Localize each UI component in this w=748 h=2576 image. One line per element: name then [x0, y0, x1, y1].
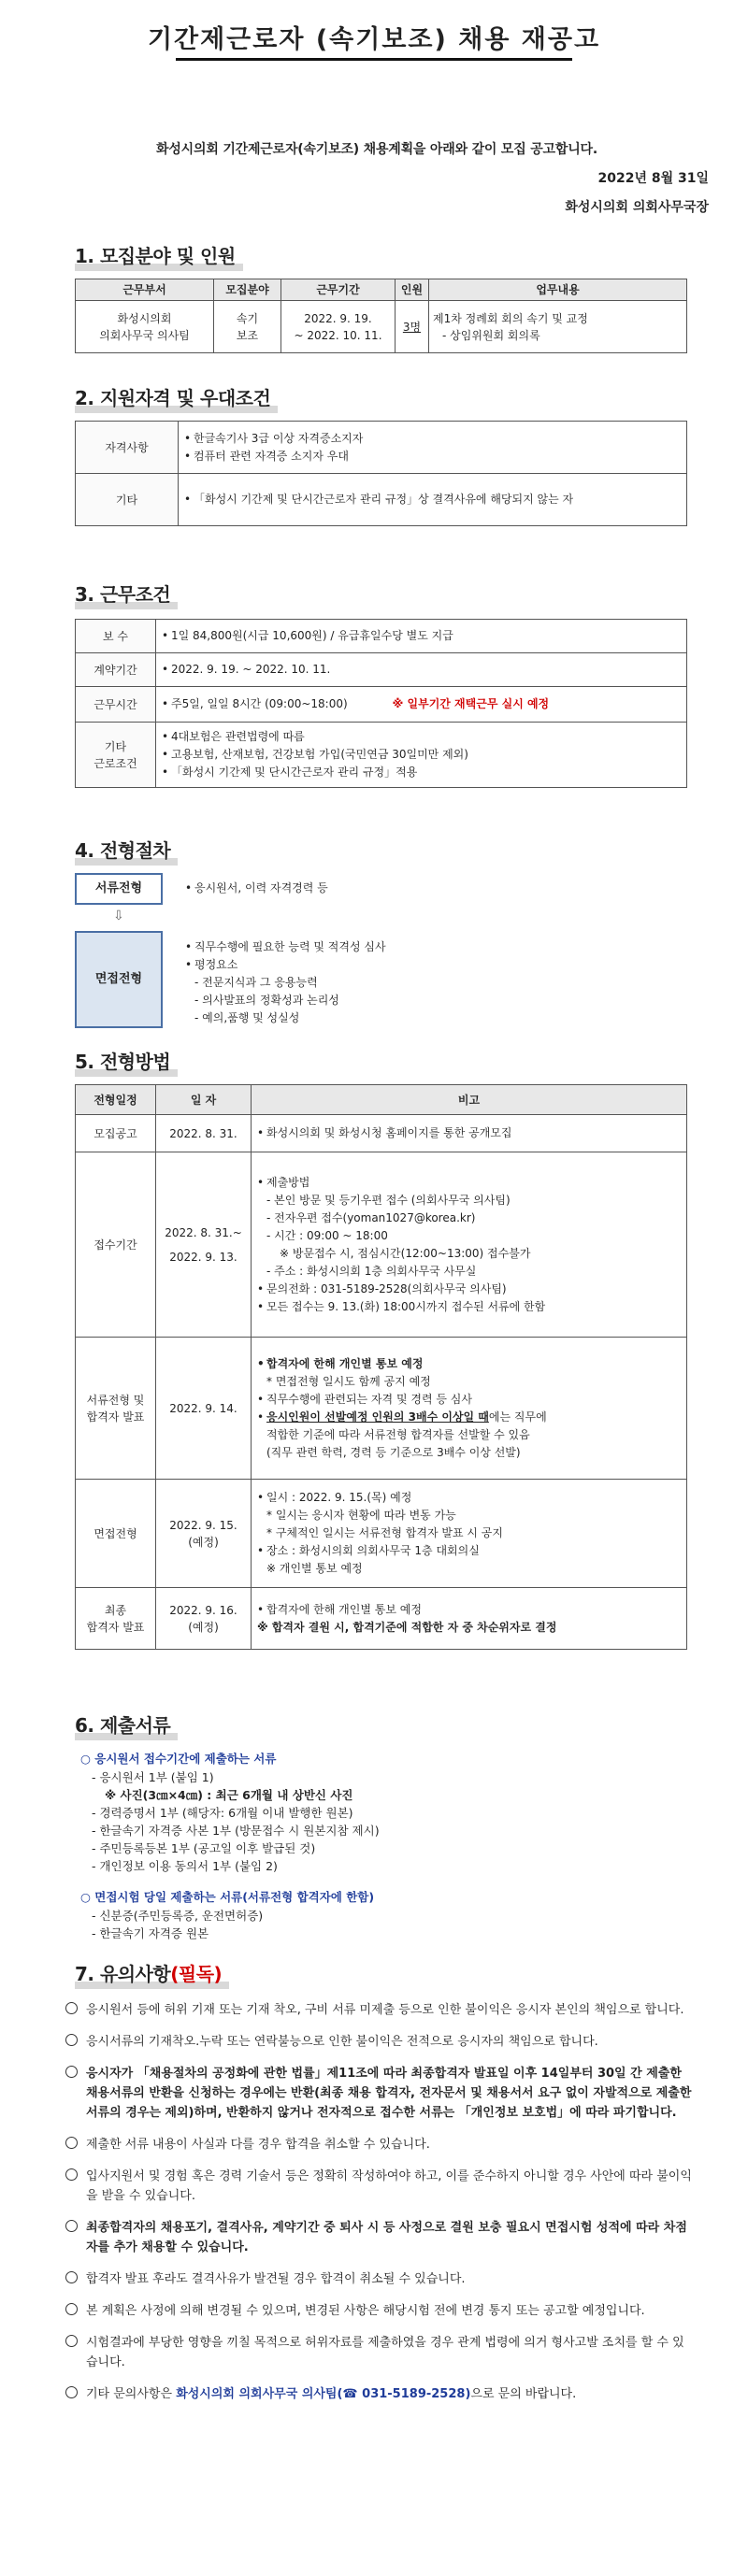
note-item: [65, 2269, 692, 2289]
doc-item: - 경력증명서 1부 (해당자: 6개월 이내 발행한 원본): [92, 1806, 353, 1820]
etc-item: • 「화성시 기간제 및 단시간근로자 관리 규정」상 결격사유에 해당되지 않는 자: [182, 491, 683, 508]
section-4-heading: 4. 전형절차: [75, 836, 170, 863]
circle-bullet-icon: [65, 2271, 78, 2283]
doc-group-title: ○ 면접시험 당일 제출하는 서류(서류전형 합격자에 한함): [80, 1890, 375, 1904]
note-item: • 일시 : 2022. 9. 15.(목) 예정: [255, 1489, 683, 1507]
date-line: (예정): [188, 1620, 219, 1634]
note-item: • 합격자에 한해 개인별 통보 예정: [255, 1355, 683, 1373]
title-underline: [176, 58, 572, 61]
note-sub: ※ 방문접수 시, 점심시간(12:00~13:00) 접수불가: [280, 1246, 531, 1260]
circle-bullet-icon: [65, 2386, 78, 2398]
note-item: [65, 2000, 692, 2020]
pay-text: • 1일 84,800원(시급 10,600원) / 유급휴일수당 별도 지급: [160, 627, 683, 645]
doc-item: - 한글속기 자격증 사본 1부 (방문접수 시 원본지참 제시): [92, 1824, 380, 1838]
note-item: • 제출방법: [255, 1174, 683, 1192]
doc-item: - 응시원서 1부 (붙임 1): [92, 1770, 214, 1784]
section-6-heading: 6. 제출서류: [75, 1710, 170, 1738]
header-count: 인원: [396, 279, 429, 301]
step2-sub: - 전문지식과 그 응용능력: [194, 976, 318, 989]
intro: [45, 136, 709, 222]
section-7-title: 7. 유의사항: [75, 1963, 171, 1985]
etc-cond-label: [76, 723, 156, 788]
header-field: 모집분야: [214, 279, 281, 301]
doc-item: ※ 사진(3㎝×4㎝) : 최근 6개월 내 상반신 사진: [105, 1788, 353, 1802]
qual-label: 자격사항: [76, 422, 179, 474]
circle-bullet-icon: [65, 2066, 78, 2078]
section-7-heading: [75, 1959, 222, 1986]
note-item: [65, 2032, 692, 2052]
row-date: [156, 1588, 252, 1650]
section-1-heading: 1. 모집분야 및 인원: [75, 241, 236, 268]
etc-label: 기타: [76, 474, 179, 526]
hours-cell: [156, 687, 687, 723]
circle-bullet-icon: [65, 2034, 78, 2046]
dept-line: 의회사무국 의사팀: [99, 328, 190, 342]
dept-cell: [76, 301, 214, 353]
row-note: [252, 1152, 687, 1338]
row-name: [76, 1588, 156, 1650]
header-date: 일 자: [156, 1085, 252, 1115]
step1-desc: [183, 880, 328, 897]
page-title: 기간제근로자 (속기보조) 채용 재공고: [147, 25, 601, 54]
intro-date: 2022년 8월 31일: [597, 171, 709, 186]
row-name: 접수기간: [76, 1152, 156, 1338]
name-line: 합격자 발표: [86, 1410, 145, 1424]
doc-item: - 신분증(주민등록증, 운전면허증): [92, 1909, 264, 1923]
qualification-table: [75, 421, 687, 526]
date-line: 2022. 9. 13.: [169, 1250, 237, 1264]
note-item: [65, 2064, 692, 2123]
row-note: [252, 1338, 687, 1480]
step1-desc-item: • 응시원서, 이력 자격경력 등: [183, 880, 328, 897]
period-line: ~ 2022. 10. 11.: [294, 328, 382, 342]
note-sub: 적합한 기준에 따라 서류전형 합격자를 선발할 수 있음: [266, 1427, 530, 1441]
contract-cell: [156, 653, 687, 687]
step2-desc: [183, 938, 386, 1027]
circle-bullet-icon: [65, 2303, 78, 2315]
date-line: 2022. 9. 16.: [169, 1603, 237, 1617]
note-text: 으로 문의 바랍니다.: [470, 2387, 577, 2401]
intro-text: 화성시의회 기간제근로자(속기보조) 채용계획을 아래와 같이 모집 공고합니다.: [156, 142, 597, 157]
note-item: [65, 2333, 692, 2372]
step2-desc-item: • 평정요소: [183, 956, 386, 974]
hours-item: [160, 695, 683, 713]
note-rest: 에는 직무에: [488, 1410, 547, 1424]
step2-desc-item: • 직무수행에 필요한 능력 및 적격성 심사: [183, 938, 386, 956]
etc-cond-item: • 고용보험, 산재보험, 건강보험 가입(국민연금 30일미만 제외): [160, 746, 683, 764]
pay-cell: [156, 620, 687, 653]
name-line: 최종: [104, 1603, 127, 1617]
etc-cond-label-line: 기타: [104, 739, 127, 753]
recruit-table: [75, 279, 687, 353]
contact-info: 화성시의회 의회사무국 의사팀(☎ 031-5189-2528): [176, 2387, 471, 2401]
row-date: [156, 1152, 252, 1338]
down-arrow-icon: ⇩: [113, 909, 124, 923]
section-3-heading: 3. 근무조건: [75, 580, 170, 607]
etc-cell: [179, 474, 687, 526]
note-text: 기타 문의사항은: [86, 2387, 173, 2401]
contract-text: • 2022. 9. 19. ~ 2022. 10. 11.: [160, 661, 683, 679]
note-bold: 응시인원이 선발예정 인원의 3배수 이상일 때: [266, 1410, 489, 1424]
section-2-heading: 2. 지원자격 및 우대조건: [75, 383, 270, 410]
note-item: [65, 2135, 692, 2154]
qual-item: • 컴퓨터 관련 자격증 소지자 우대: [182, 448, 683, 465]
pay-label: 보 수: [76, 620, 156, 653]
note-item: [65, 2167, 692, 2206]
note-item: [65, 2301, 692, 2321]
step2-sub: - 예의,품행 및 성실성: [194, 1011, 300, 1024]
circle-bullet-icon: [65, 2168, 78, 2181]
note-item: [65, 2384, 692, 2404]
header-duties: 업무내용: [429, 279, 687, 301]
header-schedule: 전형일정: [76, 1085, 156, 1115]
circle-bullet-icon: [65, 2335, 78, 2347]
circle-bullet-icon: [65, 2002, 78, 2014]
note-sub: (직무 관련 학력, 경력 등 기준으로 3배수 이상 선발): [266, 1445, 521, 1459]
note-item: • 문의전화 : 031-5189-2528(의회사무국 의사팀): [255, 1281, 683, 1298]
duty-line: - 상임위원회 회의록: [442, 328, 540, 342]
hours-label: 근무시간: [76, 687, 156, 723]
step-interview: 면접전형: [75, 931, 163, 1028]
row-date: 2022. 9. 14.: [156, 1338, 252, 1480]
date-line: 2022. 8. 31.~: [165, 1225, 242, 1239]
note-sub: * 구체적인 일시는 서류전형 합격자 발표 시 공지: [266, 1526, 503, 1539]
row-date: 2022. 8. 31.: [156, 1115, 252, 1152]
circle-bullet-icon: [65, 2137, 78, 2149]
duty-line: 제1차 정례회 회의 속기 및 교정: [433, 311, 588, 325]
note-item: • 화성시의회 및 화성시청 홈페이지를 통한 공개모집: [255, 1124, 683, 1142]
qual-cell: [179, 422, 687, 474]
section-5-heading: 5. 전형방법: [75, 1047, 170, 1074]
circle-bullet-icon: [65, 2220, 78, 2232]
note-sub: * 면접전형 일시도 함께 공지 예정: [266, 1374, 431, 1388]
etc-cond-item: • 4대보험은 관련법령에 따름: [160, 728, 683, 746]
note-text: 제출한 서류 내용이 사실과 다를 경우 합격을 취소할 수 있습니다.: [86, 2138, 430, 2152]
etc-cond-label-line: 근로조건: [94, 756, 137, 770]
date-line: 2022. 9. 15.: [169, 1518, 237, 1532]
note-item: [65, 2218, 692, 2257]
row-note: [252, 1480, 687, 1588]
note-item: • 모든 접수는 9. 13.(화) 18:00시까지 접수된 서류에 한함: [255, 1298, 683, 1316]
doc-item: - 한글속기 자격증 원본: [92, 1926, 209, 1940]
note-item: • 직무수행에 관련되는 자격 및 경력 등 심사: [255, 1391, 683, 1409]
period-line: 2022. 9. 19.: [304, 311, 372, 325]
note-text: 입사지원서 및 경험 혹은 경력 기술서 등은 정확히 작성하여야 하고, 이를 준수하지 아니할 경우 사안에 따라 불이익을 받을 수 있습니다.: [86, 2169, 692, 2203]
qual-item: • 한글속기사 3급 이상 자격증소지자: [182, 430, 683, 448]
header-dept: 근무부서: [76, 279, 214, 301]
row-name: 면접전형: [76, 1480, 156, 1588]
note-item: • 장소 : 화성시의회 의회사무국 1층 대회의실: [255, 1542, 683, 1560]
notes-list: [65, 2000, 692, 2416]
doc-item: - 개인정보 이용 동의서 1부 (붙임 2): [92, 1859, 278, 1873]
field-line: 속기: [236, 311, 259, 325]
note-text: 응시서류의 기재착오.누락 또는 연락불능으로 인한 불이익은 전적으로 응시자의 책임으로 합니다.: [86, 2035, 598, 2049]
screening-table: [75, 1084, 687, 1650]
step-document-screening: 서류전형: [75, 873, 163, 905]
row-name: [76, 1338, 156, 1480]
count-cell: 3명: [396, 301, 429, 353]
note-item: [255, 1409, 683, 1426]
section-7-must-read: (필독): [170, 1963, 223, 1985]
note-text: 응시자가 「채용절차의 공정화에 관한 법률」제11조에 따라 최종합격자 발표일 이후 14일부터 30일 간 제출한 채용서류의 반환을 신청하는 경우에는 반환(최종 채용 합격자, 전자문서 및 채용서서 요구 없이 자발적으로 제출한 서류의 경우는 제외)하며, 반환하지 않거나 전자적으로 접수한 서류는 「개인정보 보호법」에 따라 파기합니다.: [86, 2067, 692, 2120]
field-cell: [214, 301, 281, 353]
note-sub: ※ 개인별 통보 예정: [266, 1562, 363, 1575]
note-sub: ※ 합격자 결원 시, 합격기준에 적합한 자 중 차순위자로 결정: [257, 1620, 557, 1634]
duties-cell: [429, 301, 687, 353]
etc-cond-item: • 「화성시 기간제 및 단시간근로자 관리 규정」적용: [160, 764, 683, 781]
name-line: 합격자 발표: [86, 1620, 145, 1634]
note-text: 최종합격자의 채용포기, 결격사유, 계약기간 중 퇴사 시 등 사정으로 결원 보충 필요시 면접시험 성적에 따라 차점자를 추가 채용할 수 있습니다.: [86, 2221, 687, 2254]
note-sub: - 전자우편 접수(yoman1027@korea.kr): [266, 1210, 476, 1224]
etc-cond-cell: [156, 723, 687, 788]
intro-issuer: 화성시의회 의회사무국장: [565, 200, 709, 215]
row-name: 모집공고: [76, 1115, 156, 1152]
row-date: [156, 1480, 252, 1588]
field-line: 보조: [236, 328, 259, 342]
header-note: 비고: [252, 1085, 687, 1115]
note-text: 응시원서 등에 허위 기재 또는 기재 착오, 구비 서류 미제출 등으로 인한 불이익은 응시자 본인의 책임으로 합니다.: [86, 2003, 684, 2017]
note-sub: - 본인 방문 및 등기우편 접수 (의회사무국 의사팀): [266, 1193, 511, 1207]
period-cell: [281, 301, 396, 353]
conditions-table: [75, 619, 687, 788]
step2-sub: - 의사발표의 정확성과 논리성: [194, 994, 339, 1007]
header-period: 근무기간: [281, 279, 396, 301]
doc-group-title: ○ 응시원서 접수기간에 제출하는 서류: [80, 1752, 277, 1766]
note-text: 합격자 발표 후라도 결격사유가 발견될 경우 합격이 취소될 수 있습니다.: [86, 2272, 466, 2286]
date-line: (예정): [188, 1535, 219, 1549]
row-note: [252, 1115, 687, 1152]
documents: [75, 1750, 687, 1942]
hours-note: ※ 일부기간 재택근무 실시 예정: [392, 697, 550, 710]
hours-text: 주5일, 일일 8시간 (09:00~18:00): [171, 697, 348, 710]
contract-label: 계약기간: [76, 653, 156, 687]
doc-item: - 주민등록등본 1부 (공고일 이후 발급된 것): [92, 1841, 316, 1855]
row-note: [252, 1588, 687, 1650]
name-line: 서류전형 및: [86, 1393, 145, 1407]
note-text: 시험결과에 부당한 영향을 끼칠 목적으로 허위자료를 제출하였을 경우 관계 법령에 의거 형사고발 조치를 할 수 있습니다.: [86, 2336, 684, 2369]
note-sub: - 주소 : 화성시의회 1층 의회사무국 사무실: [266, 1264, 477, 1278]
note-item: • 합격자에 한해 개인별 통보 예정: [255, 1601, 683, 1619]
note-text: 본 계획은 사정에 의해 변경될 수 있으며, 변경된 사항은 해당시험 전에 변경 통지 또는 공고할 예정입니다.: [86, 2304, 645, 2318]
note-sub: - 시간 : 09:00 ~ 18:00: [266, 1228, 388, 1242]
dept-line: 화성시의회: [117, 311, 172, 325]
note-sub: * 일시는 응시자 현황에 따라 변동 가능: [266, 1509, 456, 1522]
